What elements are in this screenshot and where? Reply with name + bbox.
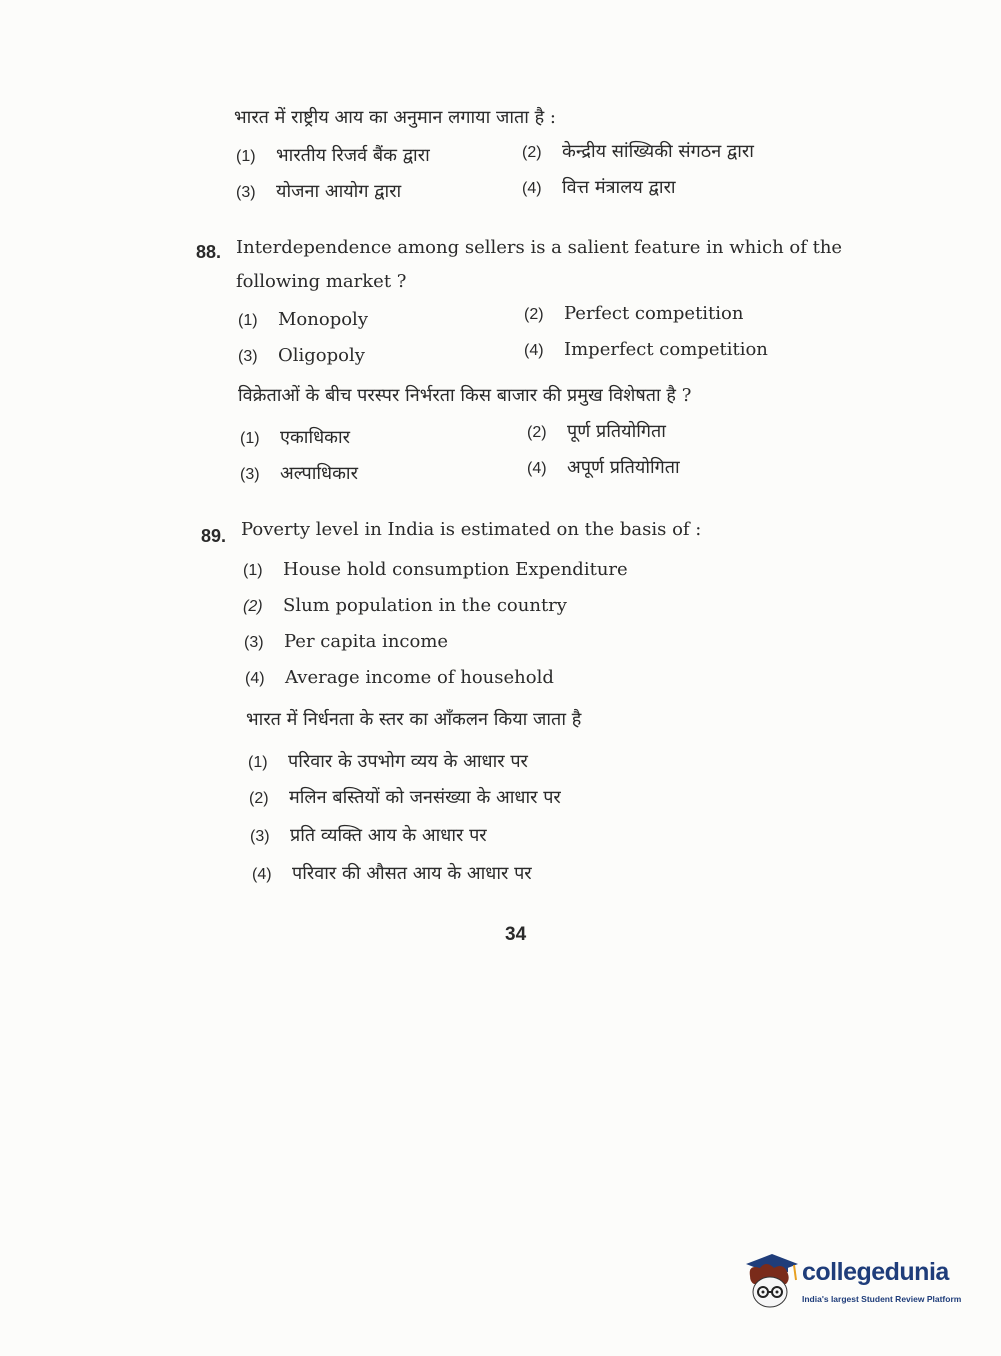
collegedunia-logo[interactable] xyxy=(742,1250,972,1312)
q89-hindi-question: भारत में निर्धनता के स्तर का आँकलन किया जाता है xyxy=(246,709,582,730)
option-text: Slum population in the country xyxy=(283,595,567,616)
q87-hindi-option-1 xyxy=(236,144,430,169)
option-label: (3) xyxy=(236,184,256,201)
option-label: (2) xyxy=(524,306,544,323)
option-text: Average income of household xyxy=(285,667,554,688)
q88-option-3 xyxy=(238,344,365,369)
q88-hindi-option-2 xyxy=(527,420,666,445)
q89-hindi-option-3 xyxy=(250,824,487,849)
option-label: (2) xyxy=(522,144,542,161)
option-text: प्रति व्यक्ति आय के आधार पर xyxy=(290,825,487,846)
q89-option-3 xyxy=(244,630,448,655)
option-text: परिवार के उपभोग व्यय के आधार पर xyxy=(288,751,528,772)
q88-hindi-question: विक्रेताओं के बीच परस्पर निर्भरता किस बाजार की प्रमुख विशेषता है ? xyxy=(238,385,692,406)
option-text: मलिन बस्तियों को जनसंख्या के आधार पर xyxy=(289,787,561,808)
option-label: (4) xyxy=(527,460,547,477)
option-text: अल्पाधिकार xyxy=(280,463,358,484)
option-text: Per capita income xyxy=(284,631,449,652)
q88-option-1 xyxy=(238,308,368,333)
option-label: (4) xyxy=(522,180,542,197)
q88-question-line2: following market ? xyxy=(236,271,407,292)
q89-hindi-option-1 xyxy=(248,750,528,775)
option-text: Oligopoly xyxy=(278,345,365,366)
option-label: (1) xyxy=(238,312,258,329)
q88-option-4 xyxy=(524,338,768,363)
option-text: Imperfect competition xyxy=(564,339,768,360)
q88-question-line1: Interdependence among sellers is a salient feature in which of the xyxy=(236,237,843,258)
option-text: योजना आयोग द्वारा xyxy=(276,181,402,202)
option-text: केन्द्रीय सांख्यिकी संगठन द्वारा xyxy=(562,141,754,162)
option-text: अपूर्ण प्रतियोगिता xyxy=(567,457,680,478)
q89-hindi-option-2 xyxy=(249,786,561,811)
option-label: (2) xyxy=(527,424,547,441)
q88-hindi-option-3 xyxy=(240,462,358,487)
option-label: (1) xyxy=(248,754,268,771)
option-text: एकाधिकार xyxy=(280,427,351,448)
option-label: (1) xyxy=(236,148,256,165)
option-label: (3) xyxy=(250,828,270,845)
option-label: (2) xyxy=(243,598,263,615)
logo-tagline: India's largest Student Review Platform xyxy=(802,1294,962,1304)
option-label: (3) xyxy=(244,634,264,651)
page-number: 34 xyxy=(505,924,527,945)
option-text: वित्त मंत्रालय द्वारा xyxy=(562,177,676,198)
q87-hindi-option-3 xyxy=(236,180,401,205)
logo-wordmark: collegedunia xyxy=(802,1258,949,1286)
option-label: (1) xyxy=(243,562,263,579)
option-label: (3) xyxy=(238,348,258,365)
option-text: भारतीय रिजर्व बैंक द्वारा xyxy=(276,145,430,166)
q89-option-2 xyxy=(243,594,567,619)
q89-option-1 xyxy=(243,558,628,583)
option-label: (1) xyxy=(240,430,260,447)
q88-option-2 xyxy=(524,302,743,327)
option-label: (4) xyxy=(524,342,544,359)
option-label: (2) xyxy=(249,790,269,807)
option-text: Perfect competition xyxy=(564,303,744,324)
q88-hindi-option-4 xyxy=(527,456,680,481)
mascot-icon xyxy=(742,1250,800,1312)
option-text: Monopoly xyxy=(278,309,368,330)
q89-number: 89. xyxy=(201,526,227,546)
q89-option-4 xyxy=(245,666,554,691)
q87-hindi-option-4 xyxy=(522,176,676,201)
q89-question: Poverty level in India is estimated on the basis of : xyxy=(241,519,702,540)
option-label: (3) xyxy=(240,466,260,483)
q88-number: 88. xyxy=(196,242,222,262)
q88-hindi-option-1 xyxy=(240,426,350,451)
option-label: (4) xyxy=(252,866,272,883)
q87-hindi-option-2 xyxy=(522,140,754,165)
option-text: House hold consumption Expenditure xyxy=(283,559,628,580)
option-text: पूर्ण प्रतियोगिता xyxy=(567,421,666,442)
q89-hindi-option-4 xyxy=(252,862,532,887)
option-text: परिवार की औसत आय के आधार पर xyxy=(292,863,532,884)
option-label: (4) xyxy=(245,670,265,687)
q87-hindi-question: भारत में राष्ट्रीय आय का अनुमान लगाया जाता है : xyxy=(234,107,556,128)
